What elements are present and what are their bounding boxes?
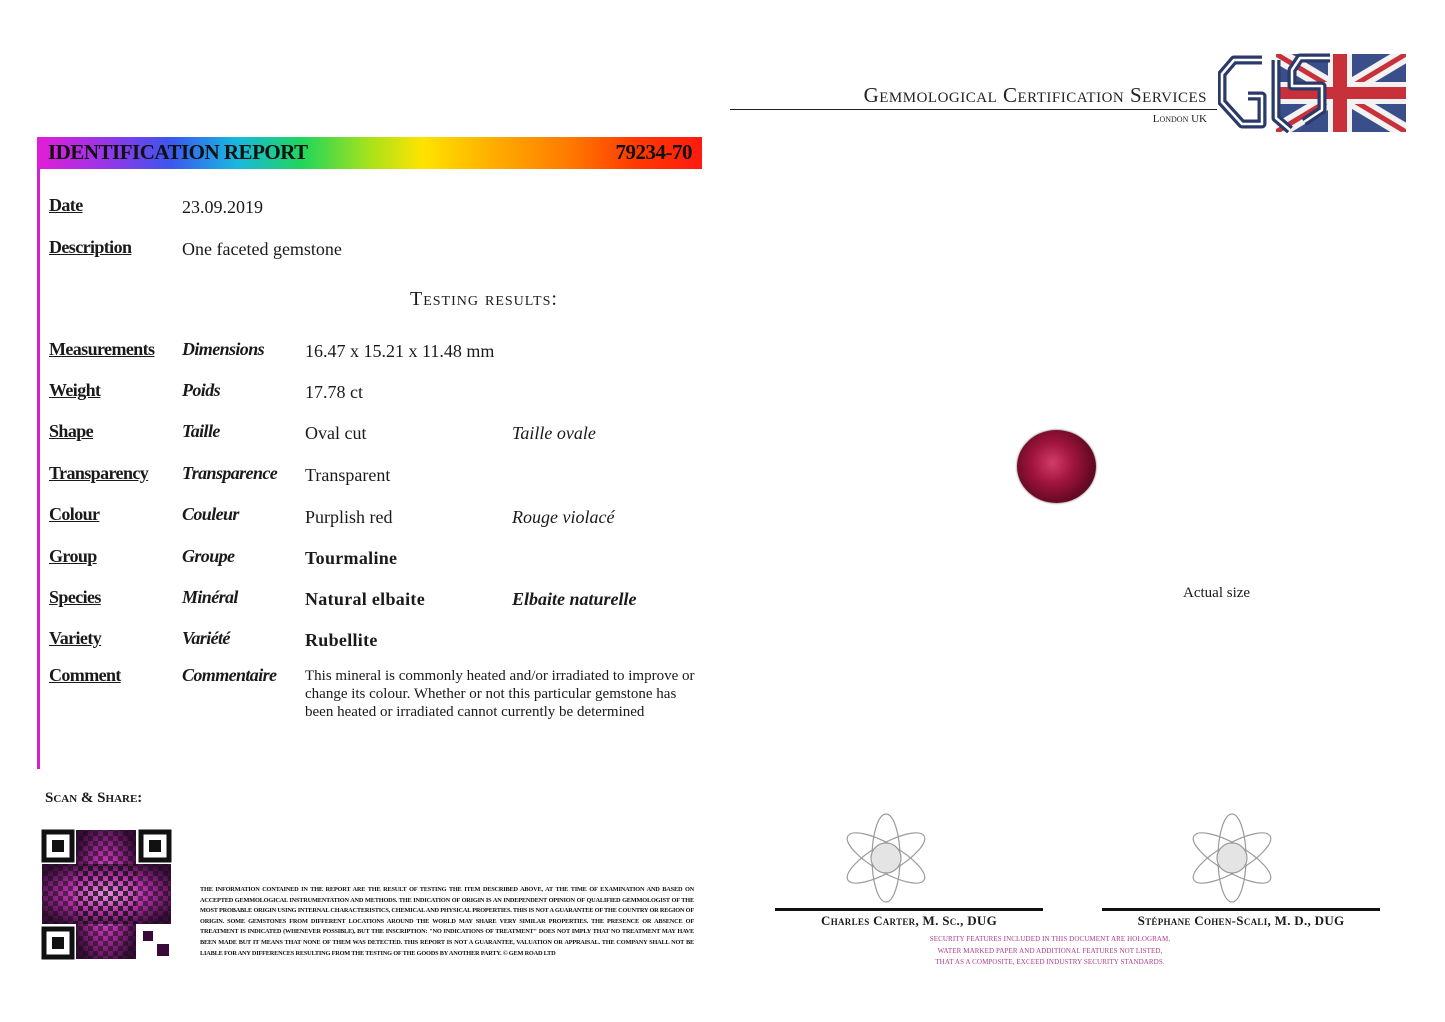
testing-results-heading: Testing results: bbox=[410, 288, 558, 310]
report-title: IDENTIFICATION REPORT bbox=[48, 140, 308, 164]
result-label-fr: Poids bbox=[182, 380, 221, 400]
result-label: Variety bbox=[49, 628, 102, 648]
hologram-flower-icon bbox=[1182, 808, 1282, 908]
result-value: Transparent bbox=[305, 465, 391, 485]
result-label: Measurements bbox=[49, 339, 155, 359]
result-value-fr: Rouge violacé bbox=[512, 507, 615, 527]
result-value: Tourmaline bbox=[305, 548, 398, 568]
company-name: Gemmological Certification Services bbox=[863, 83, 1207, 107]
qr-code[interactable] bbox=[38, 826, 175, 963]
header-rule bbox=[730, 109, 1217, 110]
hologram-flower-icon bbox=[836, 808, 936, 908]
result-value: Oval cut bbox=[305, 423, 367, 443]
result-value-fr: Elbaite naturelle bbox=[512, 589, 637, 609]
banner-side-rule bbox=[37, 169, 40, 769]
gcs-logo bbox=[1218, 52, 1406, 134]
result-value: 17.78 ct bbox=[305, 382, 363, 402]
comment-text: This mineral is commonly heated and/or irradiated to improve or change its colour. Whether or not this particular gemstone has been heated or irradiated cannot currently be determined bbox=[305, 668, 695, 720]
company-location: London UK bbox=[1152, 113, 1207, 125]
result-value: Natural elbaite bbox=[305, 589, 425, 609]
scan-share-label: Scan & Share: bbox=[45, 790, 143, 806]
result-label-fr: Taille bbox=[182, 421, 220, 441]
comment-label-fr: Commentaire bbox=[182, 665, 277, 685]
result-label-fr: Dimensions bbox=[182, 339, 265, 359]
result-value: Rubellite bbox=[305, 630, 378, 650]
result-label-fr: Groupe bbox=[182, 546, 235, 566]
description-label: Description bbox=[49, 237, 132, 257]
gemstone-photo bbox=[1017, 430, 1096, 503]
result-label: Group bbox=[49, 546, 97, 566]
result-label-fr: Transparence bbox=[182, 463, 278, 483]
result-label: Colour bbox=[49, 504, 100, 524]
report-number: 79234-70 bbox=[615, 140, 692, 164]
comment-label: Comment bbox=[49, 665, 121, 685]
security-line: WATER MARKED PAPER AND ADDITIONAL FEATURES NOT LISTED, bbox=[937, 946, 1163, 955]
signature-line bbox=[1102, 908, 1380, 911]
company-header bbox=[730, 82, 1217, 125]
signatory-name: Charles Carter, M. Sc., DUG bbox=[821, 913, 997, 928]
signature-line bbox=[775, 908, 1043, 911]
report-banner bbox=[37, 137, 702, 169]
result-label-fr: Variété bbox=[182, 628, 230, 648]
security-note bbox=[900, 934, 1200, 969]
result-label: Weight bbox=[49, 380, 101, 400]
result-label: Transparency bbox=[49, 463, 149, 483]
date-value: 23.09.2019 bbox=[182, 197, 263, 217]
result-value: Purplish red bbox=[305, 507, 393, 527]
result-label-fr: Minéral bbox=[182, 587, 238, 607]
security-line: THAT AS A COMPOSITE, EXCEED INDUSTRY SECURITY STANDARDS. bbox=[935, 958, 1165, 966]
result-label: Species bbox=[49, 587, 101, 607]
result-label-fr: Couleur bbox=[182, 504, 239, 524]
security-line: SECURITY FEATURES INCLUDED IN THIS DOCUMENT ARE HOLOGRAM, bbox=[929, 935, 1171, 943]
result-value: 16.47 x 15.21 x 11.48 mm bbox=[305, 341, 495, 361]
result-value-fr: Taille ovale bbox=[512, 423, 596, 443]
signature-block-cohen-scali bbox=[1102, 908, 1380, 929]
result-label: Shape bbox=[49, 421, 94, 441]
date-label: Date bbox=[49, 195, 83, 215]
actual-size-caption: Actual size bbox=[1183, 585, 1251, 601]
legal-disclaimer: THE INFORMATION CONTAINED IN THE REPORT ARE THE RESULT OF TESTING THE ITEM DESCRIBED ABOVE, AT THE TIME OF EXAMINATION AND BASED ON ACCEPTED GEMMOLOGICAL INSTRUMENTATION AND METHODS. THE INDICATION OF ORIGIN IS AN INDEPENDENT OPINION OF QUALIFIED GEMMOLOGIST OF THE MOST PROBABLE ORIGIN USING INTERNAL CHARACTERISTICS, CHEMICAL AND PHYSICAL PROPERTIES. THIS IS NOT A GUARANTEE OF THE COUNTRY OR REGION OF ORIGIN. SOME GEMSTONES FROM DIFFERENT LOCATIONS AROUND THE WORLD MAY SHARE VERY SIMILAR PROPERTIES. THE PRESENCE OR ABSENCE OF TREATMENT IS INDICATED (WHENEVER POSSIBLE), BUT THE INSCRIPTION: "NO INDICATIONS OF TREATMENT" DOES NOT IMPLY THAT NO TREATMENT MAY HAVE BEEN MADE BUT IT MEANS THAT NONE OF THEM WAS DETECTED. THIS REPORT IS NOT A GUARANTEE, VALUATION OR APPRAISAL. THE COMPANY SHALL NOT BE LIABLE FOR ANY DIFFERENCES RESULTING FROM THE TESTING OF THE GOODS BY ANOTHER PARTY. © GEM ROAD LTD bbox=[200, 886, 694, 957]
signature-block-carter bbox=[775, 908, 1043, 929]
signatory-name: Stéphane Cohen-Scali, M. D., DUG bbox=[1137, 913, 1345, 928]
description-value: One faceted gemstone bbox=[182, 239, 342, 259]
